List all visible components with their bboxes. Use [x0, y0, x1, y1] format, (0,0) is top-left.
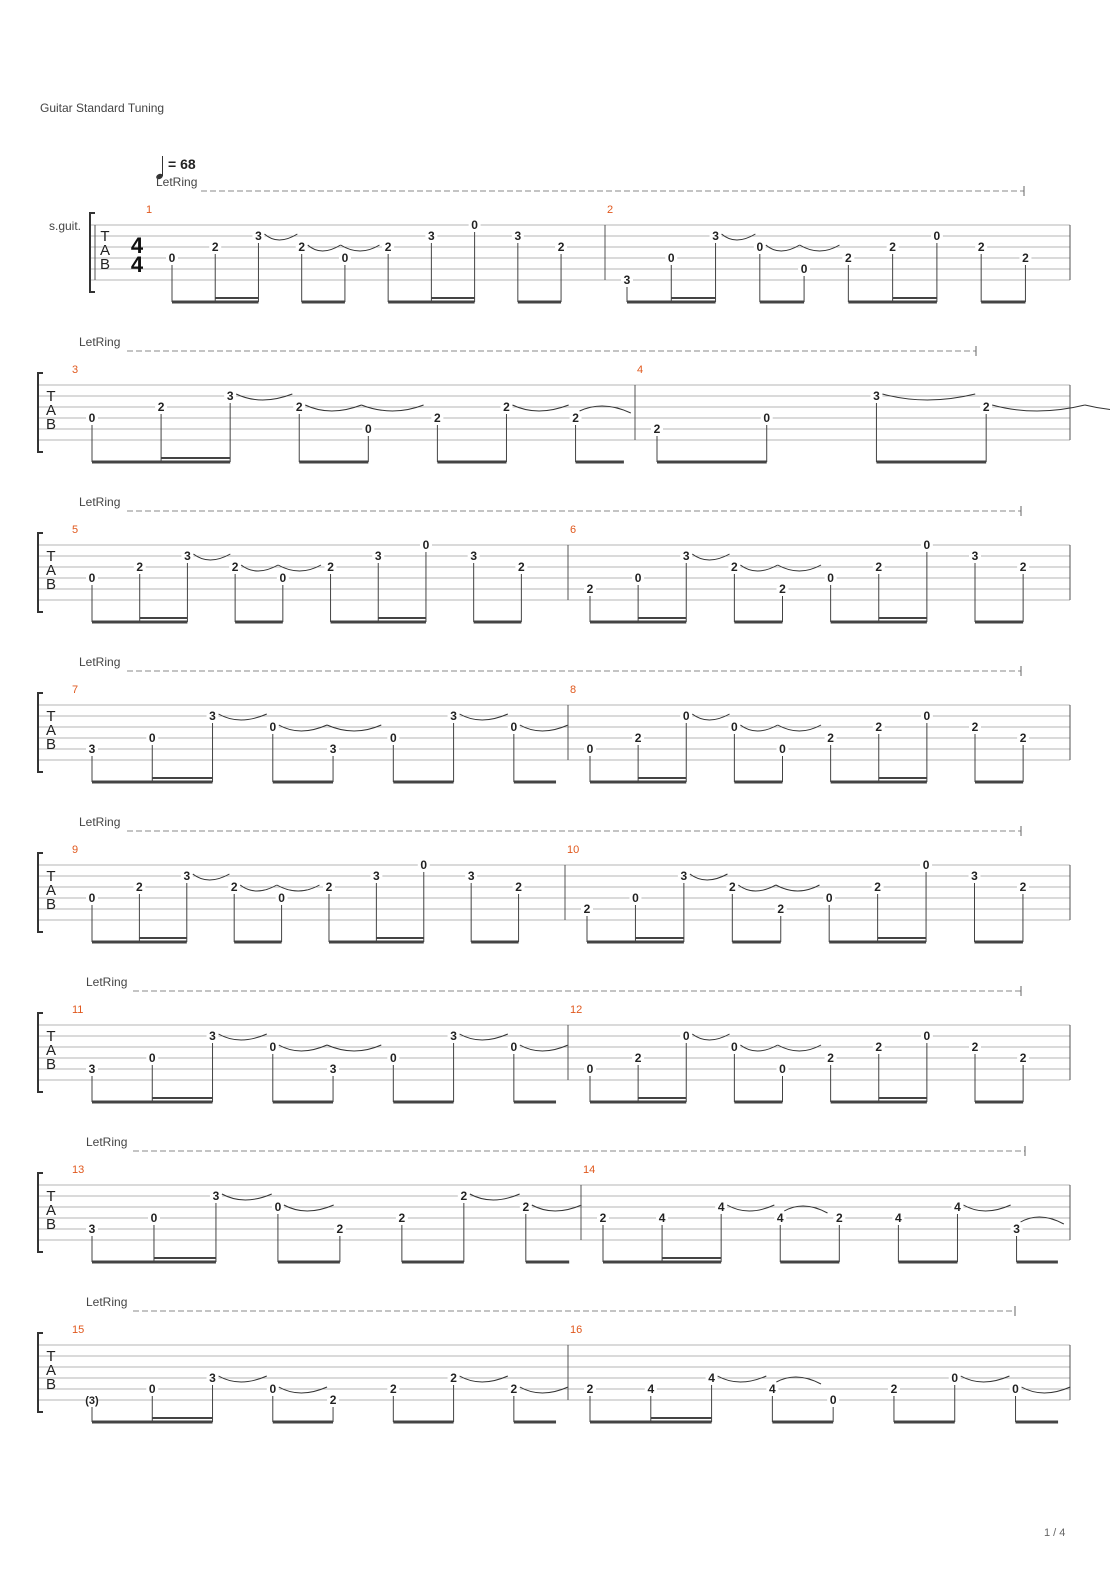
fret-number: 2	[779, 582, 786, 596]
fret-number: 2	[384, 240, 392, 254]
tie-curve	[778, 565, 821, 571]
fret-number: 0	[682, 1029, 690, 1043]
tab-clef-letter: T	[46, 548, 56, 565]
fret-number: 3	[873, 389, 880, 403]
fret-number: 0	[389, 1051, 397, 1065]
fret-number: 3	[329, 742, 337, 756]
fret-number: 3	[88, 742, 96, 756]
fret-number: 3	[88, 1222, 96, 1236]
fret-number: 0	[150, 1211, 158, 1225]
tie-curve	[778, 1045, 821, 1051]
fret-number: 0	[148, 1382, 156, 1396]
fret-number: 3	[680, 869, 688, 883]
fret-number: 3	[971, 549, 979, 563]
fret-number: 2	[971, 1040, 979, 1054]
fret-number: 0	[951, 1371, 959, 1385]
tie-curve	[193, 554, 230, 560]
fret-number: 2	[1019, 560, 1027, 574]
letring-label: LetRing	[79, 815, 121, 829]
fret-number: 3	[374, 549, 382, 563]
fret-number: 3	[428, 229, 435, 243]
fret-number: 3	[623, 273, 631, 287]
tab-clef-letter: A	[45, 402, 57, 419]
tie-curve	[520, 1387, 568, 1393]
fret-number: 0	[88, 571, 96, 585]
fret-number: 3	[470, 549, 478, 563]
measure-number: 8	[570, 684, 577, 696]
fret-number: 0	[923, 709, 931, 723]
fret-number: 3	[209, 1371, 216, 1385]
fret-number: 0	[269, 720, 277, 734]
fret-number: 2	[325, 880, 333, 894]
measure-number: 6	[570, 524, 577, 536]
fret-number: 0	[1012, 1382, 1019, 1396]
instrument-label: s.guit.	[49, 219, 82, 233]
measure-number: 13	[72, 1164, 85, 1176]
tab-clef-letter: A	[45, 1362, 57, 1379]
measure-number: 16	[570, 1324, 583, 1336]
fret-number: 0	[731, 1040, 738, 1054]
measure-number: 4	[637, 364, 644, 376]
fret-number: 2	[389, 1382, 397, 1396]
tie-curve	[308, 245, 341, 251]
tab-clef-letter: B	[45, 416, 57, 433]
tie-curve	[738, 885, 776, 891]
fret-number: 2	[136, 880, 143, 894]
fret-number: 2	[136, 560, 144, 574]
tie-curve	[722, 234, 756, 240]
fret-number: 0	[88, 891, 96, 905]
measure-number: 11	[72, 1004, 84, 1016]
fret-number: 2	[231, 560, 239, 574]
measure-number: 15	[72, 1324, 85, 1336]
fret-number: 3	[209, 1029, 216, 1043]
fret-number: 3	[373, 869, 380, 883]
tie-curve	[240, 885, 277, 891]
fret-number: 0	[933, 229, 941, 243]
fret-number: 0	[586, 1062, 594, 1076]
fret-number: 2	[728, 880, 736, 894]
tie-curve	[460, 714, 508, 720]
fret-number: 2	[731, 560, 738, 574]
tab-clef-letter: B	[45, 1216, 57, 1233]
fret-number: 0	[827, 571, 834, 585]
tuning-label: Guitar Standard Tuning	[40, 101, 165, 115]
fret-number: 3	[212, 1189, 220, 1203]
fret-number: 2	[503, 400, 510, 414]
fret-number: 4	[769, 1382, 776, 1396]
tie-curve	[460, 1034, 508, 1040]
tab-clef-letter: B	[45, 1056, 57, 1073]
fret-number: 3	[183, 869, 191, 883]
fret-number: 2	[329, 1393, 337, 1407]
tab-clef-letter: T	[46, 708, 56, 725]
fret-number: 2	[875, 720, 883, 734]
time-signature-top: 4	[130, 233, 144, 258]
tie-curve	[460, 1376, 508, 1382]
tie-curve	[882, 394, 975, 400]
fret-number: 0	[389, 731, 397, 745]
fret-number: 3	[1013, 1222, 1020, 1236]
fret-number: 2	[890, 1382, 898, 1396]
fret-number: 2	[889, 240, 896, 254]
tie-curve	[520, 1045, 568, 1051]
fret-number: 0	[779, 742, 786, 756]
fret-number: 2	[982, 400, 990, 414]
tie-curve	[193, 874, 230, 880]
fret-number: 2	[599, 1211, 607, 1225]
fret-number: 4	[647, 1382, 655, 1396]
fret-number: 0	[341, 251, 349, 265]
letring-label: LetRing	[79, 655, 121, 669]
fret-number: 0	[168, 251, 176, 265]
fret-number: 2	[298, 240, 306, 254]
fret-number: 3	[88, 1062, 96, 1076]
fret-number: 3	[712, 229, 719, 243]
letring-label: LetRing	[86, 1295, 128, 1309]
tie-curve	[279, 1045, 327, 1051]
tab-clef-letter: A	[99, 242, 111, 259]
fret-number: 4	[658, 1211, 666, 1225]
fret-number: 2	[653, 422, 661, 436]
fret-number: 0	[779, 1062, 786, 1076]
tab-clef-letter: A	[45, 722, 57, 739]
measure-number: 2	[607, 204, 614, 216]
fret-number: 0	[731, 720, 738, 734]
tab-clef-letter: A	[45, 1202, 57, 1219]
measure-number: 12	[570, 1004, 583, 1016]
fret-number: 2	[1019, 880, 1027, 894]
tie-curve	[532, 1205, 582, 1211]
tie-curve	[727, 1205, 774, 1211]
fret-number: 2	[522, 1200, 530, 1214]
tie-curve	[718, 1376, 767, 1382]
fret-number: 2	[450, 1371, 457, 1385]
fret-number: 2	[398, 1211, 406, 1225]
fret-number: 2	[327, 560, 334, 574]
tie-curve	[305, 405, 361, 411]
page-number: 1 / 4	[1044, 1527, 1066, 1539]
fret-number: 3	[682, 549, 690, 563]
tie-curve	[692, 554, 729, 560]
tie-curve	[520, 725, 568, 731]
tie-curve	[740, 565, 777, 571]
fret-number: 0	[800, 262, 808, 276]
measure-number: 9	[72, 844, 79, 856]
fret-number: 3	[450, 709, 457, 723]
fret-number: 2	[157, 400, 165, 414]
tempo-value: = 68	[168, 156, 196, 172]
tie-curve	[690, 874, 728, 880]
fret-number: 0	[922, 858, 930, 872]
fret-number: 2	[874, 880, 881, 894]
fret-number: 4	[954, 1200, 961, 1214]
tie-curve	[327, 725, 381, 731]
letring-label: LetRing	[86, 975, 128, 989]
tab-clef-letter: B	[99, 256, 111, 273]
fret-number: 0	[632, 891, 639, 905]
tie-curve	[961, 1376, 1010, 1382]
fret-number: 2	[634, 1051, 642, 1065]
fret-number: 3	[514, 229, 522, 243]
fret-number: 0	[269, 1040, 277, 1054]
fret-number: 0	[634, 571, 642, 585]
fret-number: 0	[829, 1393, 837, 1407]
tie-curve	[766, 245, 800, 251]
tab-clef-letter: B	[45, 896, 57, 913]
fret-number: 4	[895, 1211, 902, 1225]
measure-number: 7	[72, 684, 79, 696]
fret-number: 0	[763, 411, 771, 425]
tab-clef-letter: A	[45, 882, 57, 899]
letring-label: LetRing	[86, 1135, 128, 1149]
fret-number: 0	[510, 720, 518, 734]
fret-number: 3	[209, 709, 216, 723]
fret-number: 2	[977, 240, 985, 254]
fret-number: 3	[450, 1029, 457, 1043]
fret-number: 0	[510, 1040, 518, 1054]
fret-number: 4	[776, 1211, 784, 1225]
fret-number: 0	[269, 1382, 277, 1396]
fret-number: 2	[875, 1040, 883, 1054]
fret-number: 2	[230, 880, 238, 894]
measure-number: 5	[72, 524, 79, 536]
fret-number: 2	[557, 240, 565, 254]
fret-number: 2	[1022, 251, 1029, 265]
fret-number: 0	[586, 742, 594, 756]
fret-number: 4	[708, 1371, 715, 1385]
tie-curve	[692, 1034, 729, 1040]
fret-number: 2	[572, 411, 579, 425]
letring-label: LetRing	[79, 495, 121, 509]
tie-curve	[512, 405, 568, 411]
tie-curve	[241, 565, 278, 571]
tab-clef-letter: B	[45, 736, 57, 753]
tie-curve	[800, 245, 840, 251]
tab-clef-letter: T	[46, 1348, 56, 1365]
measure-number: 10	[567, 844, 580, 856]
fret-number: 2	[1019, 1051, 1027, 1065]
tie-curve	[264, 234, 297, 240]
fret-number: 0	[274, 1200, 282, 1214]
tie-curve	[470, 1194, 520, 1200]
tie-curve	[327, 1045, 381, 1051]
fret-number: 2	[634, 731, 642, 745]
tie-curve	[1022, 1387, 1071, 1393]
fret-number: 2	[510, 1382, 518, 1396]
fret-number: 0	[471, 218, 478, 232]
fret-number: 0	[667, 251, 675, 265]
fret-number: 0	[278, 891, 285, 905]
fret-number: 3	[467, 869, 475, 883]
tab-clef-letter: B	[45, 1376, 57, 1393]
tab-clef-letter: T	[100, 228, 110, 245]
fret-number: 2	[845, 251, 852, 265]
tie-curve	[219, 1376, 267, 1382]
tie-curve	[778, 725, 821, 731]
fret-number: 0	[148, 731, 156, 745]
tab-clef-letter: T	[46, 868, 56, 885]
fret-number: 0	[923, 1029, 931, 1043]
fret-number: 0	[364, 422, 372, 436]
fret-number: 2	[777, 902, 785, 916]
tie-curve	[219, 1034, 267, 1040]
fret-number: (3)	[85, 1395, 99, 1407]
tie-curve	[992, 405, 1085, 411]
time-signature-bottom: 4	[130, 252, 144, 277]
fret-number: 3	[184, 549, 191, 563]
tie-curve	[740, 725, 777, 731]
fret-number: 2	[583, 902, 591, 916]
fret-number: 0	[148, 1051, 156, 1065]
tab-clef-letter: B	[45, 576, 57, 593]
fret-number: 3	[971, 869, 978, 883]
tie-curve	[284, 1205, 334, 1211]
fret-number: 0	[682, 709, 690, 723]
tie-curve	[279, 725, 327, 731]
fret-number: 2	[827, 731, 834, 745]
tab-clef-letter: A	[45, 562, 57, 579]
fret-number: 0	[923, 538, 931, 552]
tie-curve	[692, 714, 729, 720]
tie-curve	[219, 714, 267, 720]
fret-number: 2	[211, 240, 219, 254]
fret-number: 2	[434, 411, 441, 425]
tab-clef-letter: T	[46, 1188, 56, 1205]
tie-curve	[963, 1205, 1010, 1211]
fret-number: 2	[586, 582, 594, 596]
fret-number: 2	[295, 400, 303, 414]
tie-curve	[1085, 405, 1110, 411]
tie-curve	[361, 405, 423, 411]
tie-curve	[279, 1387, 327, 1393]
fret-number: 0	[279, 571, 287, 585]
fret-number: 2	[460, 1189, 468, 1203]
fret-number: 3	[255, 229, 262, 243]
fret-number: 2	[518, 560, 525, 574]
fret-number: 2	[515, 880, 522, 894]
measure-number: 3	[72, 364, 79, 376]
tab-clef-letter: A	[45, 1042, 57, 1059]
tie-curve	[222, 1194, 272, 1200]
fret-number: 0	[422, 538, 430, 552]
fret-number: 3	[329, 1062, 337, 1076]
tie-curve	[776, 885, 820, 891]
fret-number: 2	[835, 1211, 843, 1225]
tab-clef-letter: T	[46, 388, 56, 405]
fret-number: 0	[756, 240, 764, 254]
measure-number: 14	[583, 1164, 596, 1176]
fret-number: 2	[875, 560, 883, 574]
fret-number: 2	[827, 1051, 834, 1065]
fret-number: 2	[971, 720, 979, 734]
fret-number: 2	[336, 1222, 344, 1236]
tie-curve	[740, 1045, 777, 1051]
fret-number: 3	[226, 389, 234, 403]
tie-curve	[236, 394, 292, 400]
fret-number: 2	[586, 1382, 594, 1396]
fret-number: 2	[1019, 731, 1027, 745]
fret-number: 0	[420, 858, 428, 872]
tab-clef-letter: T	[46, 1028, 56, 1045]
measure-number: 1	[146, 204, 153, 216]
fret-number: 0	[825, 891, 833, 905]
letring-label: LetRing	[156, 175, 198, 189]
letring-label: LetRing	[79, 335, 121, 349]
fret-number: 0	[88, 411, 96, 425]
fret-number: 4	[717, 1200, 725, 1214]
